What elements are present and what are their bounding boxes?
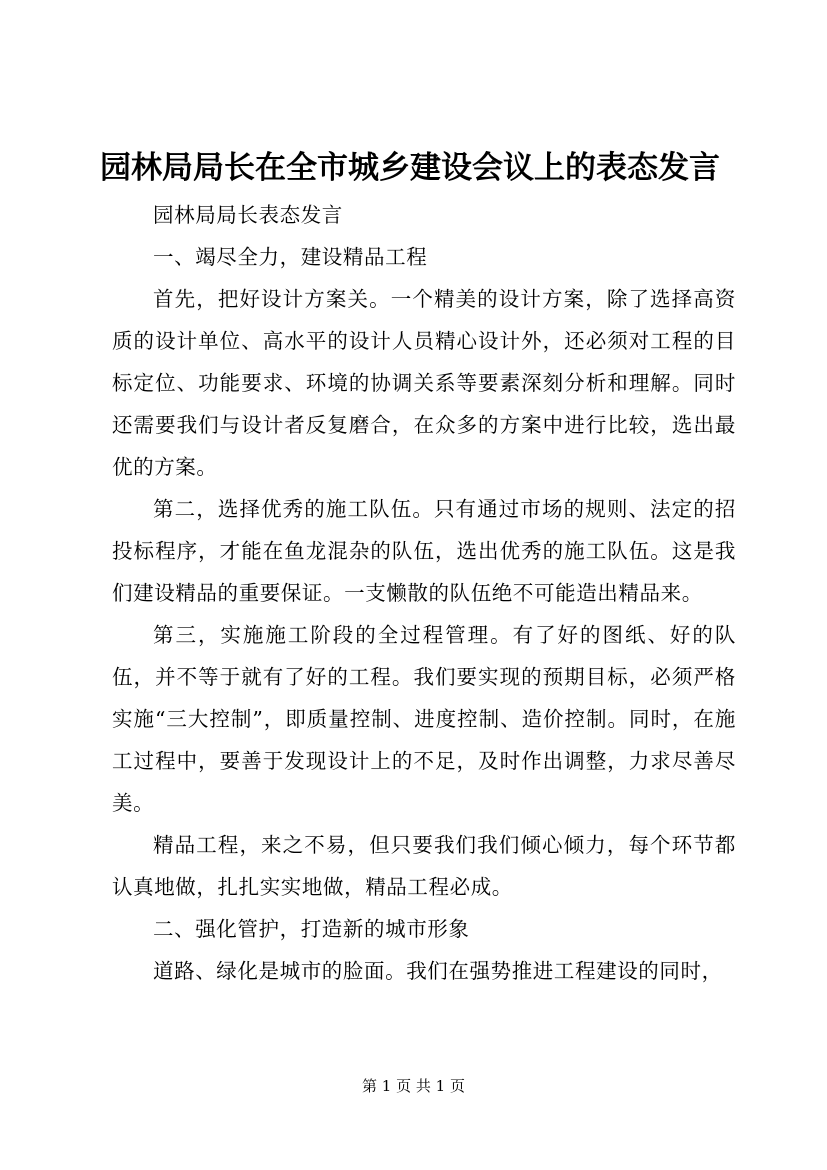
document-title: 园林局局长在全市城乡建设会议上的表态发言 <box>100 150 720 186</box>
paragraph-heading-1: 一、竭尽全力，建设精品工程 <box>153 245 428 269</box>
paragraph-roads-greening: 道路、绿化是城市的脸面。我们在强势推进工程建设的同时， <box>153 959 723 983</box>
paragraph-heading-2: 二、强化管护，打造新的城市形象 <box>153 917 470 941</box>
paragraph-construction-team: 第二，选择优秀的施工队伍。只有通过市场的规则、法定的招投标程序，才能在鱼龙混杂的队伍，选出优秀的施工队伍。这是我们建设精品的重要保证。一支懒散的队伍绝不可能造出精品来。 <box>112 497 736 605</box>
document-body <box>112 194 736 992</box>
paragraph-subtitle: 园林局局长表态发言 <box>153 203 343 227</box>
paragraph-design: 首先，把好设计方案关。一个精美的设计方案，除了选择高资质的设计单位、高水平的设计人员精心设计外，还必须对工程的目标定位、功能要求、环境的协调关系等要素深刻分析和理解。同时还需要我们与设计者反复磨合，在众多的方案中进行比较，选出最优的方案。 <box>112 287 736 479</box>
paragraph-quality-project: 精品工程，来之不易，但只要我们我们倾心倾力，每个环节都认真地做，扎扎实实地做，精品工程必成。 <box>112 833 736 899</box>
page-number-footer: 第 1 页 共 1 页 <box>362 1077 465 1095</box>
paragraph-process-management: 第三，实施施工阶段的全过程管理。有了好的图纸、好的队伍，并不等于就有了好的工程。我们要实现的预期目标，必须严格实施“三大控制”，即质量控制、进度控制、造价控制。同时，在施工过程中，要善于发现设计上的不足，及时作出调整，力求尽善尽美。 <box>112 623 736 815</box>
